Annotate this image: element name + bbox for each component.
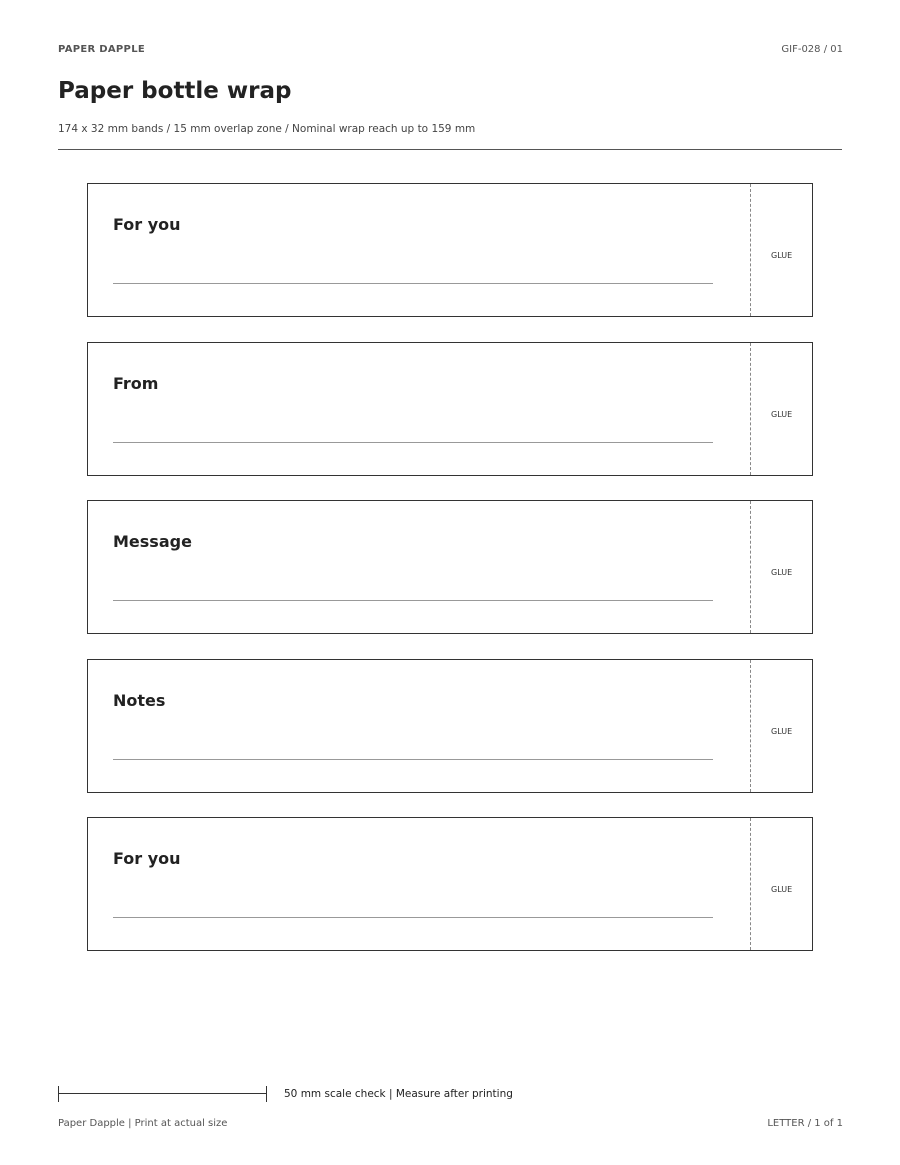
band-label: From [113,373,159,393]
scale-check-text: 50 mm scale check | Measure after printing [284,1088,513,1100]
band-label: Notes [113,690,166,710]
wrap-band-1 [87,183,813,317]
wrap-band-4 [87,659,813,793]
wrap-band-5 [87,817,813,951]
write-line [113,600,713,601]
write-line [113,283,713,284]
scale-line [58,1093,267,1094]
glue-label: GLUE [771,885,793,894]
band-label: For you [113,215,181,234]
fold-line [750,184,751,316]
fold-line [750,501,751,633]
glue-label: GLUE [771,409,793,419]
band-list [87,183,813,976]
scale-bar [58,1086,267,1102]
glue-label: GLUE [771,251,793,260]
header-divider [58,149,842,150]
page-subtitle: 174 x 32 mm bands / 15 mm overlap zone / Nominal wrap reach up to 159 mm [58,123,476,135]
band-label: For you [113,849,181,868]
fold-line [750,818,751,950]
wrap-band-3 [87,500,813,634]
document-id: GIF-028 / 01 [781,44,843,55]
wrap-band-2 [87,342,813,476]
scale-tick-left [58,1086,59,1102]
scale-tick-right [266,1086,267,1102]
band-label: Message [113,532,192,551]
glue-label: GLUE [771,568,793,577]
write-line [113,442,713,443]
glue-label: GLUE [771,726,793,736]
footer-left: Paper Dapple | Print at actual size [58,1118,228,1129]
write-line [113,917,713,918]
fold-line [750,343,751,475]
fold-line [750,660,751,792]
page-title: Paper bottle wrap [58,78,292,104]
footer-right: LETTER / 1 of 1 [767,1118,843,1129]
write-line [113,759,713,760]
brand-name: PAPER DAPPLE [58,44,145,55]
